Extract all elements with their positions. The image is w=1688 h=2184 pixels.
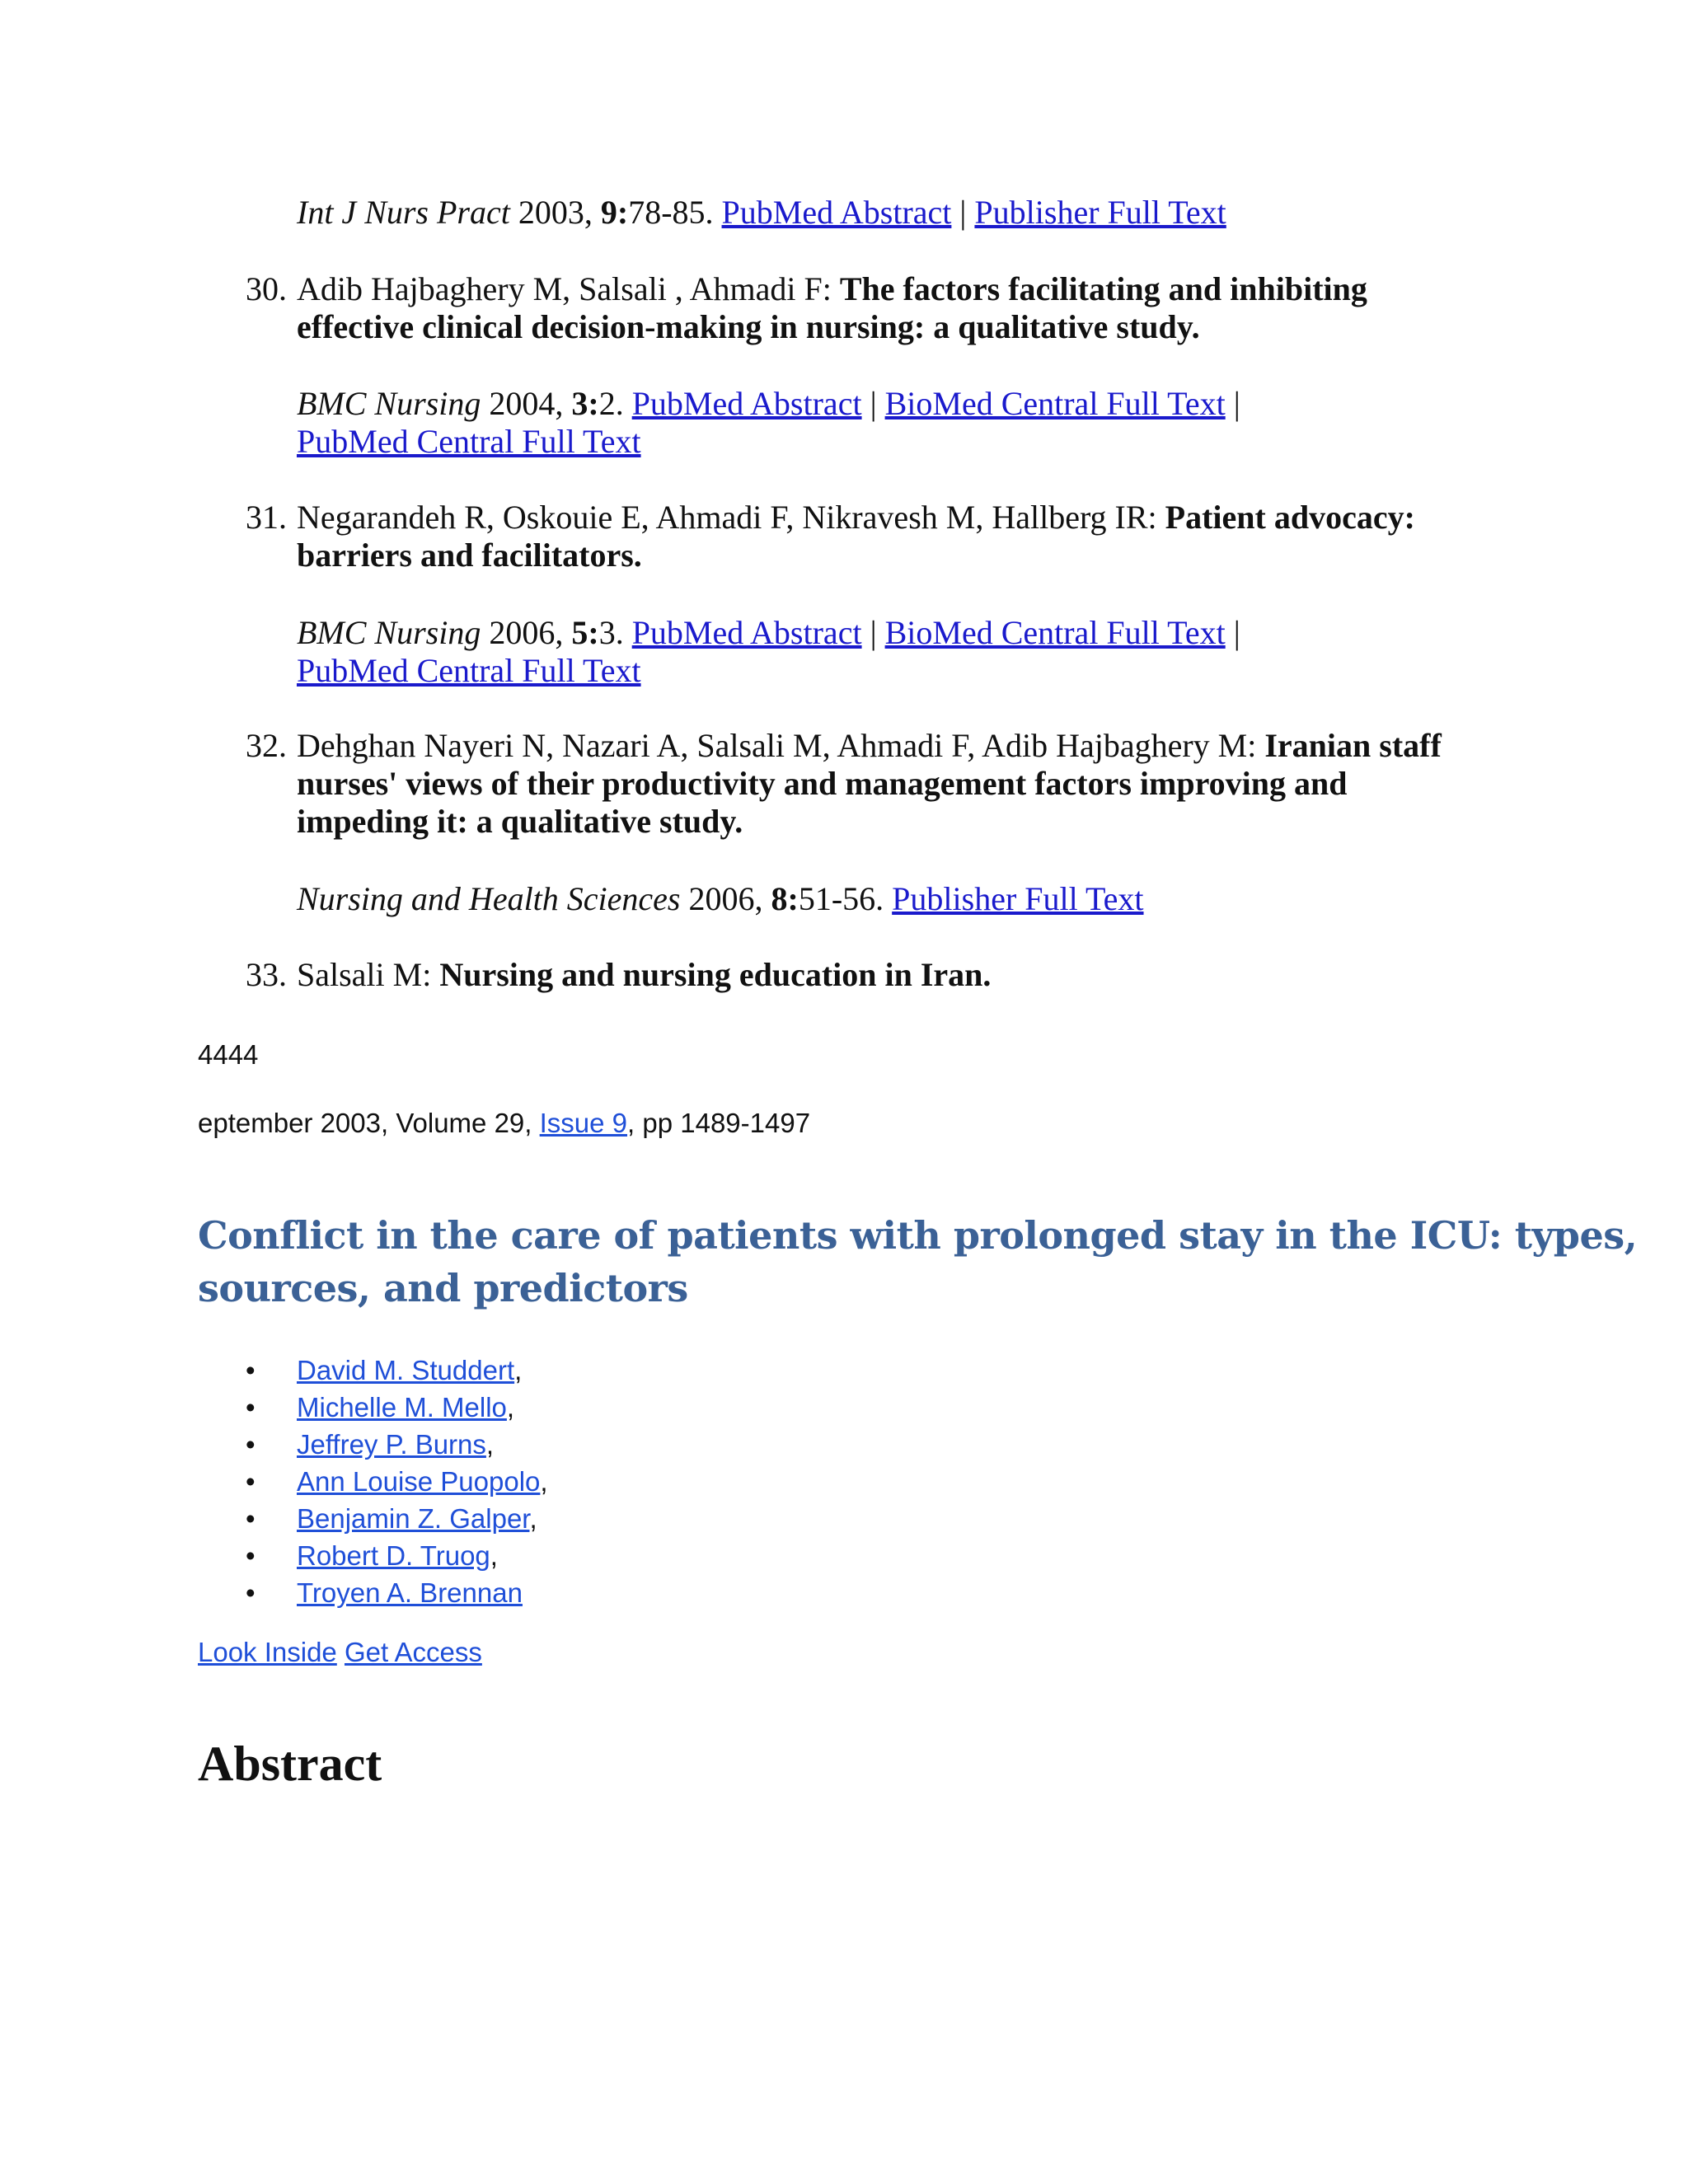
citation-line-1 [297, 614, 1484, 652]
ref-title-cont: barriers and facilitators. [297, 537, 642, 574]
author-link[interactable]: Robert D. Truog [297, 1540, 490, 1571]
ref-33-number: 33. [246, 956, 287, 993]
issue-line [198, 1107, 810, 1140]
year: 2003, [518, 194, 593, 231]
author-item [198, 1500, 548, 1537]
issue-pages: , pp 1489-1497 [627, 1108, 811, 1138]
ref-31-entry [297, 499, 1484, 574]
author-separator: , [514, 1355, 523, 1385]
author-separator: , [485, 1429, 495, 1460]
pubmed-central-full-text-link[interactable]: PubMed Central Full Text [297, 423, 641, 460]
get-access-link[interactable]: Get Access [344, 1637, 482, 1667]
author-link[interactable]: Ann Louise Puopolo [297, 1466, 541, 1497]
ref-authors: Adib Hajbaghery M, Salsali , Ahmadi F: [297, 270, 832, 307]
journal-name: Nursing and Health Sciences [297, 880, 681, 917]
ref-title-cont: effective clinical decision-making in nursing: a qualitative study. [297, 308, 1200, 345]
bullet-icon: • [246, 1429, 256, 1460]
bullet-icon: • [246, 1540, 256, 1571]
bullet-icon: • [246, 1466, 256, 1497]
author-separator: , [506, 1392, 515, 1422]
ref-31-citation [297, 614, 1484, 690]
ref-title: Nursing and nursing education in Iran. [439, 956, 992, 993]
biomed-central-full-text-link[interactable]: BioMed Central Full Text [884, 385, 1226, 422]
ref-32-entry [297, 727, 1500, 841]
look-inside-link[interactable]: Look Inside [198, 1637, 337, 1667]
year: 2006, [489, 614, 564, 651]
pages: 51-56. [798, 880, 884, 917]
pages: 3. [598, 614, 624, 651]
pubmed-abstract-link[interactable]: PubMed Abstract [721, 194, 952, 231]
ref-31-number: 31. [246, 499, 287, 536]
bullet-icon: • [246, 1577, 256, 1608]
author-link[interactable]: Troyen A. Brennan [297, 1577, 523, 1608]
issue-link[interactable]: Issue 9 [539, 1108, 628, 1138]
publisher-full-text-link[interactable]: Publisher Full Text [892, 880, 1144, 917]
article-title-line-1: Conflict in the care of patients with prolonged stay in the ICU: types, [198, 1213, 1638, 1258]
ref-30-entry [297, 270, 1484, 346]
ref-30-citation [297, 385, 1484, 461]
year: 2004, [489, 385, 564, 422]
pubmed-abstract-link[interactable]: PubMed Abstract [631, 385, 862, 422]
ref-title: The factors facilitating and inhibiting [839, 270, 1367, 307]
author-item [198, 1426, 548, 1463]
link-separator: | [1233, 614, 1240, 651]
ref-title: Iranian staff [1264, 727, 1442, 764]
link-separator: | [870, 614, 877, 651]
citation-line-2 [297, 652, 1484, 690]
volume: 8: [771, 880, 799, 917]
citation-line-1 [297, 385, 1484, 423]
author-link[interactable]: Benjamin Z. Galper [297, 1503, 530, 1534]
ref-32-citation [297, 880, 1484, 918]
issue-date-volume: eptember 2003, Volume 29, [198, 1108, 532, 1138]
volume: 3: [571, 385, 599, 422]
bullet-icon: • [246, 1392, 256, 1422]
author-item [198, 1574, 548, 1611]
biomed-central-full-text-link[interactable]: BioMed Central Full Text [884, 614, 1226, 651]
ref-title-cont: nurses' views of their productivity and management factors improving and [297, 765, 1348, 802]
author-item [198, 1537, 548, 1574]
link-separator: | [959, 194, 967, 231]
article-title [198, 1209, 1638, 1315]
author-separator: , [540, 1466, 548, 1497]
link-separator: | [1233, 385, 1240, 422]
bullet-icon: • [246, 1503, 256, 1534]
ref-title-cont: impeding it: a qualitative study. [297, 803, 743, 840]
ref-authors: Negarandeh R, Oskouie E, Ahmadi F, Nikravesh M, Hallberg IR: [297, 499, 1157, 536]
bullet-icon: • [246, 1355, 256, 1385]
pages: 78-85. [628, 194, 714, 231]
ref-31-line-1 [297, 499, 1484, 537]
author-link[interactable]: David M. Studdert [297, 1355, 515, 1385]
author-list [198, 1352, 548, 1611]
citation-line-2 [297, 423, 1484, 461]
year: 2006, [688, 880, 763, 917]
pages: 2. [598, 385, 624, 422]
author-item [198, 1463, 548, 1500]
ref-authors: Salsali M: [297, 956, 432, 993]
ref-33-entry [297, 956, 1484, 994]
ref-29-citation [297, 194, 1484, 232]
stray-number: 4444 [198, 1039, 259, 1070]
article-title-line-2: sources, and predictors [198, 1266, 688, 1310]
ref-title: Patient advocacy: [1165, 499, 1415, 536]
journal-name: BMC Nursing [297, 614, 481, 651]
journal-name: BMC Nursing [297, 385, 481, 422]
ref-32-number: 32. [246, 727, 287, 764]
ref-authors: Dehghan Nayeri N, Nazari A, Salsali M, Ahmadi F, Adib Hajbaghery M: [297, 727, 1257, 764]
ref-30-number: 30. [246, 270, 287, 307]
pubmed-central-full-text-link[interactable]: PubMed Central Full Text [297, 652, 641, 689]
journal-name: Int J Nurs Pract [297, 194, 510, 231]
author-separator: , [490, 1540, 498, 1571]
ref-30-line-1 [297, 270, 1484, 308]
author-item [198, 1352, 548, 1389]
author-link[interactable]: Michelle M. Mello [297, 1392, 507, 1422]
author-separator: , [529, 1503, 537, 1534]
volume: 9: [600, 194, 629, 231]
abstract-heading: Abstract [198, 1736, 382, 1791]
author-item [198, 1389, 548, 1426]
ref-32-line-1 [297, 727, 1500, 765]
volume: 5: [571, 614, 599, 651]
publisher-full-text-link[interactable]: Publisher Full Text [974, 194, 1226, 231]
pubmed-abstract-link[interactable]: PubMed Abstract [631, 614, 862, 651]
access-links [198, 1636, 482, 1669]
author-link[interactable]: Jeffrey P. Burns [297, 1429, 486, 1460]
link-separator: | [870, 385, 877, 422]
